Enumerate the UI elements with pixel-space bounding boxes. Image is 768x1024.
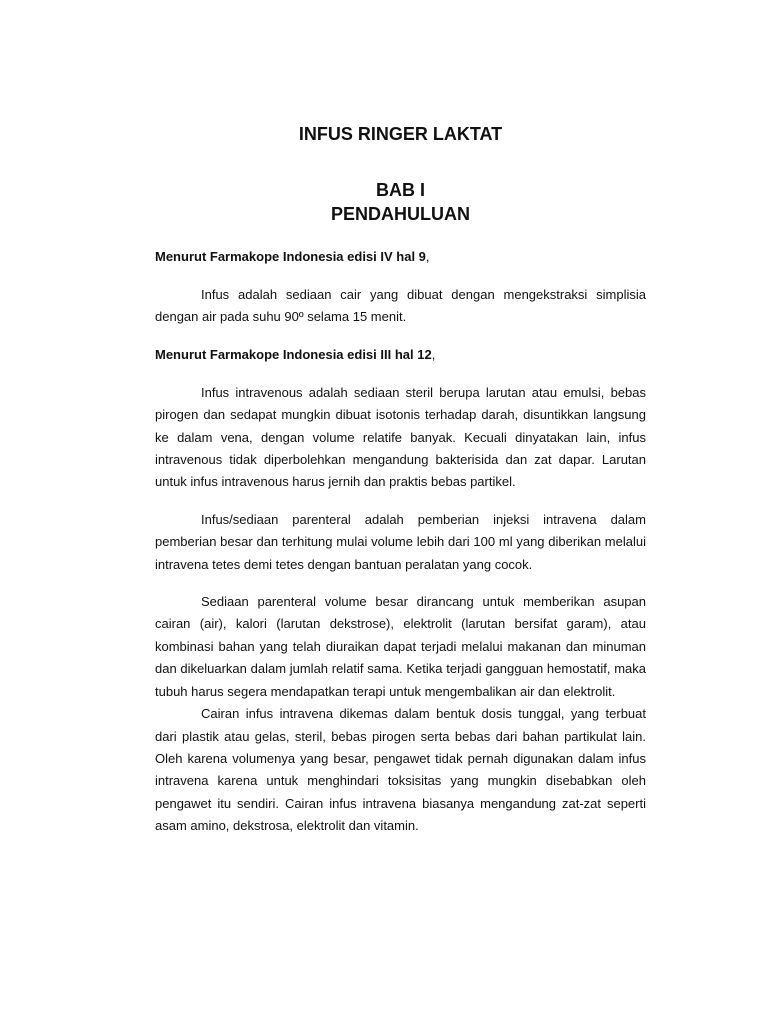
paragraph-parenteral: Infus/sediaan parenteral adalah pemberian injeksi intravena dalam pemberian besar dan terhitung mulai volume lebih dari 100 ml yang diberikan melalui intravena tetes demi tetes dengan bantuan peralatan yang cocok. — [155, 511, 646, 572]
paragraph-large-volume: Sediaan parenteral volume besar dirancang untuk memberikan asupan cairan (air), kalori (larutan dekstrose), elektrolit (larutan bersifat garam), atau kombinasi bahan yang telah diuraikan dapat terjadi melalui makanan dan minuman dan dikeluarkan dalam jumlah relatif sama. Ketika terjadi gangguan hemostatif, maka tubuh harus segera mendapatkan terapi untuk mengembalikan air dan elektrolit. — [155, 594, 646, 699]
source-reference-1-label: Menurut Farmakope Indonesia edisi IV hal 9 — [155, 249, 426, 264]
source-reference-2-punct: , — [431, 346, 436, 362]
source-reference-1 — [155, 246, 646, 268]
paragraph-infus-definition: Infus adalah sediaan cair yang dibuat dengan mengekstraksi simplisia dengan air pada suhu 90º selama 15 menit. — [155, 287, 646, 325]
paragraph-infus-packaging: Cairan infus intravena dikemas dalam bentuk dosis tunggal, yang terbuat dari plastik atau gelas, steril, bebas pirogen serta bebas dari bahan partikulat lain. Oleh karena volumenya yang besar, pengawet tidak pernah digunakan dalam infus intravena karena untuk menghindari toksisitas yang mungkin disebabkan oleh pengawet itu sendiri. Cairan infus intravena biasanya mengandung zat-zat seperti asam amino, dekstrosa, elektrolit dan vitamin. — [155, 706, 646, 834]
source-reference-2 — [155, 344, 646, 366]
chapter-heading — [155, 178, 646, 226]
chapter-title: PENDAHULUAN — [331, 204, 470, 224]
source-reference-2-label: Menurut Farmakope Indonesia edisi III hal 12 — [155, 346, 432, 362]
document-title: INFUS RINGER LAKTAT — [298, 124, 503, 144]
chapter-number: BAB I — [376, 180, 425, 200]
document-body — [155, 120, 646, 838]
source-reference-1-punct: , — [425, 249, 430, 264]
paragraph-infus-intravenous: Infus intravenous adalah sediaan steril berupa larutan atau emulsi, bebas pirogen dan sedapat mungkin dibuat isotonis terhadap darah, disuntikkan langsung ke dalam vena, dengan volume relatife banyak. Kecuali dinyatakan lain, infus intravenous tidak diperbolehkan mengandung bakterisida dan zat dapar. Larutan untuk infus intravenous harus jernih dan praktis bebas partikel. — [155, 384, 646, 490]
